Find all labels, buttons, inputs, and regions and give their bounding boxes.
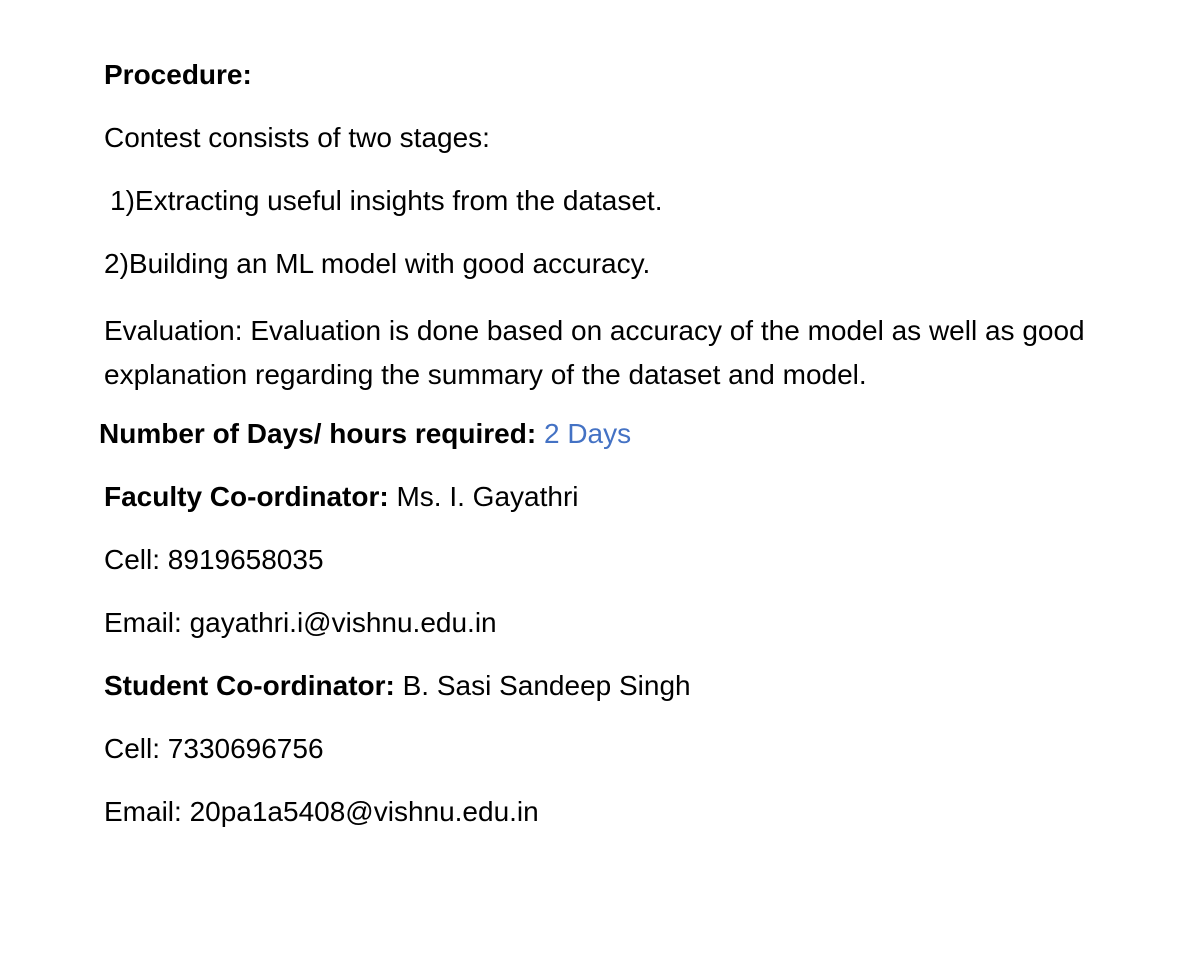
- student-coordinator-label: Student Co-ordinator:: [104, 670, 395, 701]
- student-coordinator-name: B. Sasi Sandeep Singh: [402, 670, 691, 701]
- faculty-cell: Cell: 8919658035: [104, 544, 324, 575]
- faculty-coordinator-label: Faculty Co-ordinator:: [104, 481, 389, 512]
- faculty-coordinator-name: Ms. I. Gayathri: [396, 481, 579, 512]
- student-cell: Cell: 7330696756: [104, 733, 324, 764]
- duration-label: Number of Days/ hours required:: [99, 418, 537, 449]
- stage-item-1: 1)Extracting useful insights from the dataset.: [110, 185, 663, 216]
- procedure-intro: Contest consists of two stages:: [104, 122, 490, 153]
- evaluation-text: Evaluation: Evaluation is done based on accuracy of the model as well as good explanation regarding the summary of the dataset and model.: [104, 315, 1085, 390]
- duration-line: [99, 416, 631, 452]
- duration-value: 2 Days: [543, 418, 632, 449]
- student-email: Email: 20pa1a5408@vishnu.edu.in: [104, 796, 539, 827]
- faculty-email: Email: gayathri.i@vishnu.edu.in: [104, 607, 497, 638]
- stage-item-2: 2)Building an ML model with good accuracy.: [104, 248, 651, 279]
- procedure-heading: Procedure:: [104, 59, 252, 90]
- student-coordinator-line: [104, 668, 691, 704]
- faculty-coordinator-line: [104, 479, 579, 515]
